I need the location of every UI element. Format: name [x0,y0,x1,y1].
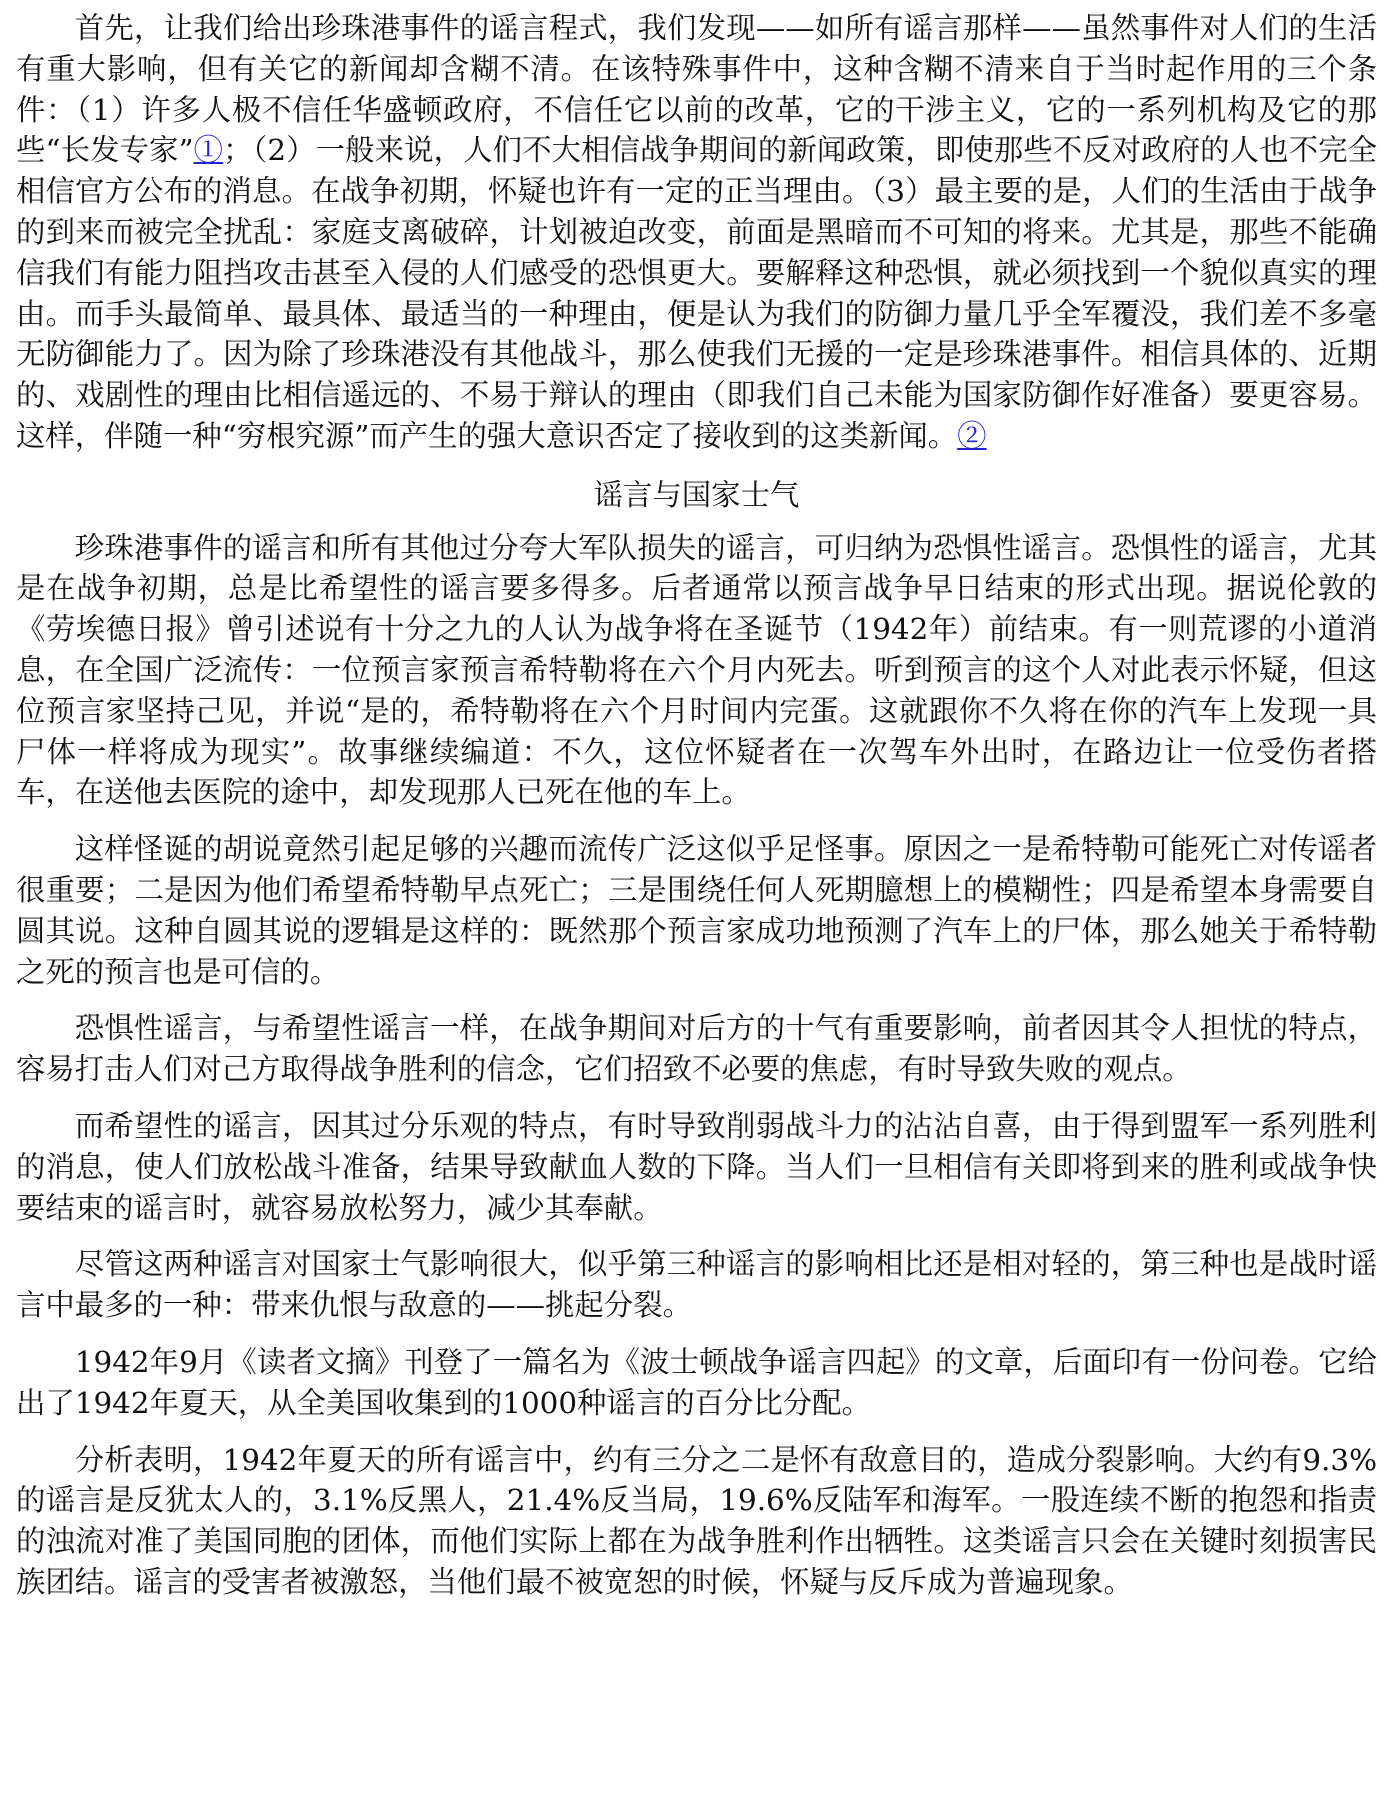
footnote-link-1[interactable]: ① [193,133,224,168]
paragraph-pearl-harbor-formula [16,8,1377,457]
paragraph-text: 首先，让我们给出珍珠港事件的谣言程式，我们发现——如所有谣言那样——虽然事件对人们的生活有重大影响，但有关它的新闻却含糊不清。在该特殊事件中，这种含糊不清来自于当时起作用的三个条件：（1）许多人极不信任华盛顿政府，不信任它以前的改革，它的干涉主义，它的一系列机构及它的那些“长发专家” [16,11,1377,168]
paragraph-text: ；（2）一般来说，人们不大相信战争期间的新闻政策，即使那些不反对政府的人也不完全相信官方公布的消息。在战争初期，怀疑也许有一定的正当理由。（3）最主要的是，人们的生活由于战争的到来而被完全扰乱：家庭支离破碎，计划被迫改变，前面是黑暗而不可知的将来。尤其是，那些不能确信我们有能力阻挡攻击甚至入侵的人们感受的恐惧更大。要解释这种恐惧，就必须找到一个貌似真实的理由。而手头最简单、最具体、最适当的一种理由，便是认为我们的防御力量几乎全军覆没，我们差不多毫无防御能力了。因为除了珍珠港没有其他战斗，那么使我们无援的一定是珍珠港事件。相信具体的、近期的、戏剧性的理由比相信遥远的、不易于辩认的理由（即我们自己未能为国家防御作好准备）要更容易。这样，伴随一种“穷根究源”而产生的强大意识否定了接收到的这类新闻。 [16,133,1377,453]
paragraph-third-kind: 尽管这两种谣言对国家士气影响很大，似乎第三种谣言的影响相比还是相对轻的，第三种也是战时谣言中最多的一种：带来仇恨与敌意的——挑起分裂。 [16,1247,1377,1323]
paragraph-analysis: 分析表明，1942年夏天的所有谣言中，约有三分之二是怀有敌意目的，造成分裂影响。大约有9.3%的谣言是反犹太人的，3.1%反黑人，21.4%反当局，19.6%反陆军和海军。一股连续不断的抱怨和指责的浊流对准了美国同胞的团体，而他们实际上都在为战争胜利作出牺牲。这类谣言只会在关键时刻损害民族团结。谣言的受害者被激怒，当他们最不被宽恕的时候，怀疑与反斥成为普遍现象。 [16,1442,1377,1599]
paragraph-fear-rumors: 珍珠港事件的谣言和所有其他过分夸大军队损失的谣言，可归纳为恐惧性谣言。恐惧性的谣言，尤其是在战争初期，总是比希望性的谣言要多得多。后者通常以预言战争早日结束的形式出现。据说伦敦的《劳埃德日报》曾引述说有十分之九的人认为战争将在圣诞节（1942年）前结束。有一则荒谬的小道消息，在全国广泛流传：一位预言家预言希特勒将在六个月内死去。听到预言的这个人对此表示怀疑，但这位预言家坚持己见，并说“是的，希特勒将在六个月时间内完蛋。这就跟你不久将在你的汽车上发现一具尸体一样将成为现实”。故事继续编道：不久，这位怀疑者在一次驾车外出时，在路边让一位受伤者搭车，在送他去医院的途中，却发现那人已死在他的车上。 [16,530,1377,810]
paragraph-readers-digest: 1942年9月《读者文摘》刊登了一篇名为《波士顿战争谣言四起》的文章，后面印有一份问卷。它给出了1942年夏天，从全美国收集到的1000种谣言的百分比分配。 [16,1344,1377,1420]
footnote-link-2[interactable]: ② [957,418,987,453]
section-heading: 谣言与国家士气 [593,477,800,512]
paragraph-hitler-prophecy: 这样怪诞的胡说竟然引起足够的兴趣而流传广泛这似乎足怪事。原因之一是希特勒可能死亡对传谣者很重要；二是因为他们希望希特勒早点死亡；三是围绕任何人死期臆想上的模糊性；四是希望本身需要自圆其说。这种自圆其说的逻辑是这样的：既然那个预言家成功地预测了汽车上的尸体，那么她关于希特勒之死的预言也是可信的。 [16,832,1377,989]
paragraph-hope-rumors: 而希望性的谣言，因其过分乐观的特点，有时导致削弱战斗力的沾沾自喜，由于得到盟军一系列胜利的消息，使人们放松战斗准备，结果导致献血人数的下降。当人们一旦相信有关即将到来的胜利或战争快要结束的谣言时，就容易放松努力，减少其奉献。 [16,1108,1377,1225]
paragraph-fear-morale: 恐惧性谣言，与希望性谣言一样，在战争期间对后方的十气有重要影响，前者因其令人担忧的特点，容易打击人们对己方取得战争胜利的信念，它们招致不必要的焦虑，有时导致失败的观点。 [16,1011,1377,1087]
